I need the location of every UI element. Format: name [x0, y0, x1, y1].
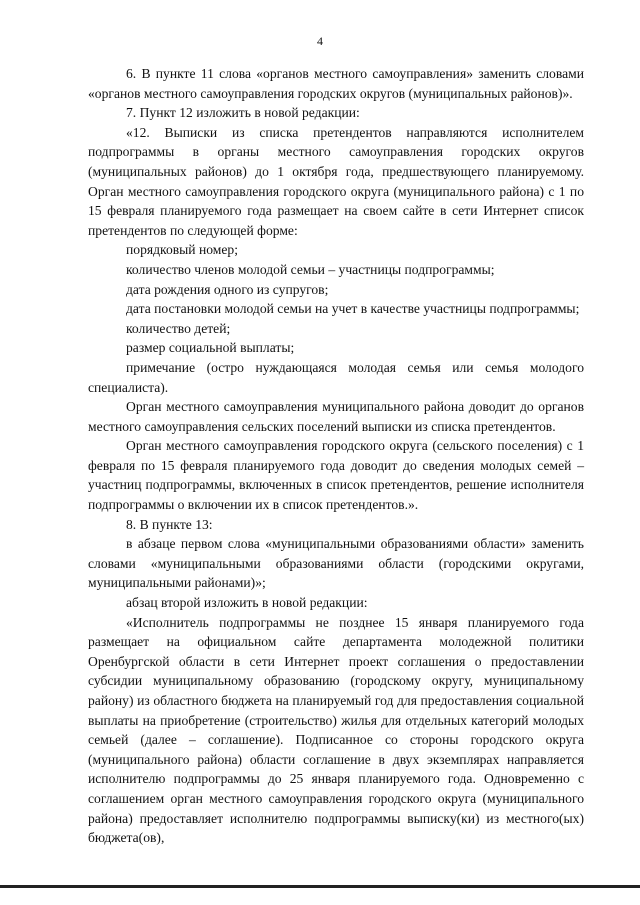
form-field-line: количество членов молодой семьи – участницы подпрограммы; — [126, 261, 495, 277]
paragraph-municipal-district: Орган местного самоуправления муниципального района доводит до органов местного самоуправления сельских поселений выписки из списка претендентов. — [88, 399, 584, 434]
form-field-line: дата постановки молодой семьи на учет в качестве участницы подпрограммы; — [126, 301, 580, 317]
paragraph-second-abzac: абзац второй изложить в новой редакции: — [126, 595, 368, 611]
form-field-line: примечание (остро нуждающаяся молодая семья или семья молодого специалиста). — [88, 359, 584, 395]
form-field-line: количество детей; — [126, 320, 231, 336]
page-number: 4 — [317, 34, 323, 48]
paragraph-item-6: 6. В пункте 11 слова «органов местного самоуправления» заменить словами «органов местного самоуправления городских округов (муниципальных районов)». — [88, 66, 584, 101]
form-field-line: дата рождения одного из супругов; — [126, 281, 329, 297]
form-field-line: размер социальной выплаты; — [126, 340, 295, 356]
paragraph-city-district: Орган местного самоуправления городского округа (сельского поселения) с 1 февраля по 15 февраля планируемого года доводит до сведения молодых семей – участниц подпрограммы, включенных в список претендентов, решение исполнителя подпрограммы о включении их в список претендентов.». — [88, 438, 584, 513]
paragraph-item-7: 7. Пункт 12 изложить в новой редакции: — [126, 105, 360, 121]
paragraph-executor: «Исполнитель подпрограммы не позднее 15 января планируемого года размещает на официальном сайте департамента молодежной политики Оренбургской области в сети Интернет проект соглашения о предоставлении субсидии муниципальному образованию (городскому округу, муниципальному району) из областного бюджета на планируемый год для предоставления социальной выплаты на приобретение (строительство) жилья для отдельных категорий молодых семьей (далее – соглашение). Подписанное со стороны городского округа (муниципального района) области соглашение в двух экземплярах направляется исполнителю подпрограммы до 25 января планируемого года. Одновременно с соглашением орган местного самоуправления городского округа (муниципального района) предоставляет исполнителю подпрограммы выписку(ки) из местного(ых) бюджета(ов), — [88, 614, 584, 846]
paragraph-item-8: 8. В пункте 13: — [126, 516, 213, 532]
document-body — [88, 64, 584, 848]
form-field-line: порядковый номер; — [126, 242, 238, 258]
paragraph-point-12: «12. Выписки из списка претендентов направляются исполнителем подпрограммы в органы местного самоуправления городских округов (муниципальных районов) до 1 октября года, предшествующего планируемому. Орган местного самоуправления городского округа (муниципального района) с 1 по 15 февраля планируемого года размещает на своем сайте в сети Интернет список претендентов по следующей форме: — [88, 124, 584, 238]
bottom-rule — [0, 885, 640, 888]
paragraph-first-abzac: в абзаце первом слова «муниципальными образованиями области» заменить словами «муниципальными образованиями области (городскими округами, муниципальными районами)»; — [88, 536, 584, 591]
